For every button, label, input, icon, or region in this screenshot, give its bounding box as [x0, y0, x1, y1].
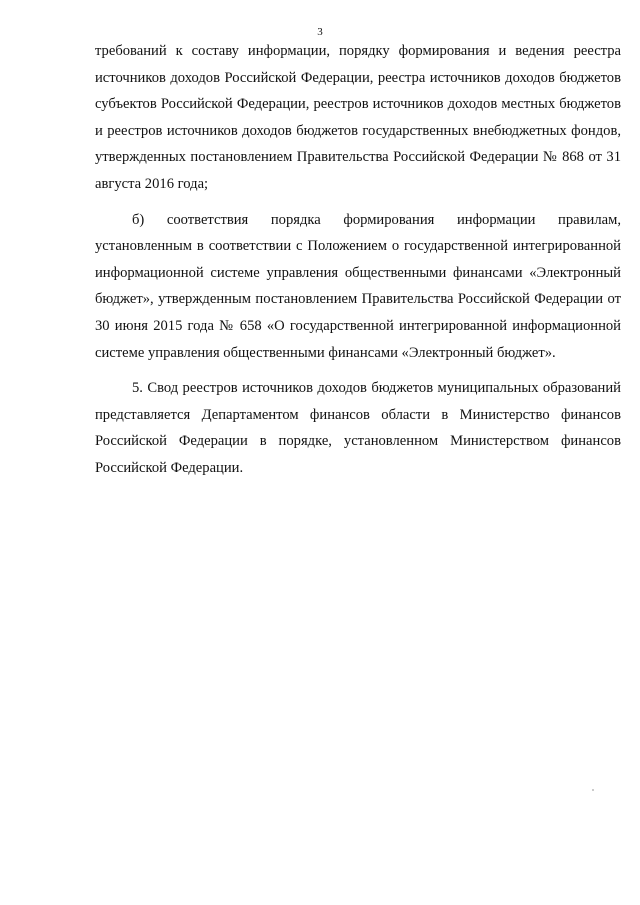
scan-artifact — [592, 789, 594, 791]
paragraph-item-5: 5. Свод реестров источников доходов бюджетов муниципальных образований представляется Департаментом финансов области в Министерство финансов Российской Федерации в порядке, установленном Министерством финансов Российской Федерации. — [95, 380, 621, 476]
paragraph-requirements-continuation: требований к составу информации, порядку формирования и ведения реестра источников доходов Российской Федерации, реестра источников доходов бюджетов субъектов Российской Федерации, реестров источников доходов местных бюджетов и реестров источников доходов бюджетов государственных внебюджетных фондов, утвержденных постановлением Правительства Российской Федерации № 868 от 31 августа 2016 года; — [95, 43, 621, 192]
document-body — [95, 38, 621, 482]
page-number: 3 — [317, 26, 323, 38]
paragraph-item-b: б) соответствия порядка формирования информации правилам, установленным в соответствии с Положением о государственной интегрированной информационной системе управления общественными финансами «Электронный бюджет», утвержденным постановлением Правительства Российской Федерации от 30 июня 2015 года № 658 «О государственной интегрированной информационной системе управления общественными финансами «Электронный бюджет». — [95, 211, 621, 361]
